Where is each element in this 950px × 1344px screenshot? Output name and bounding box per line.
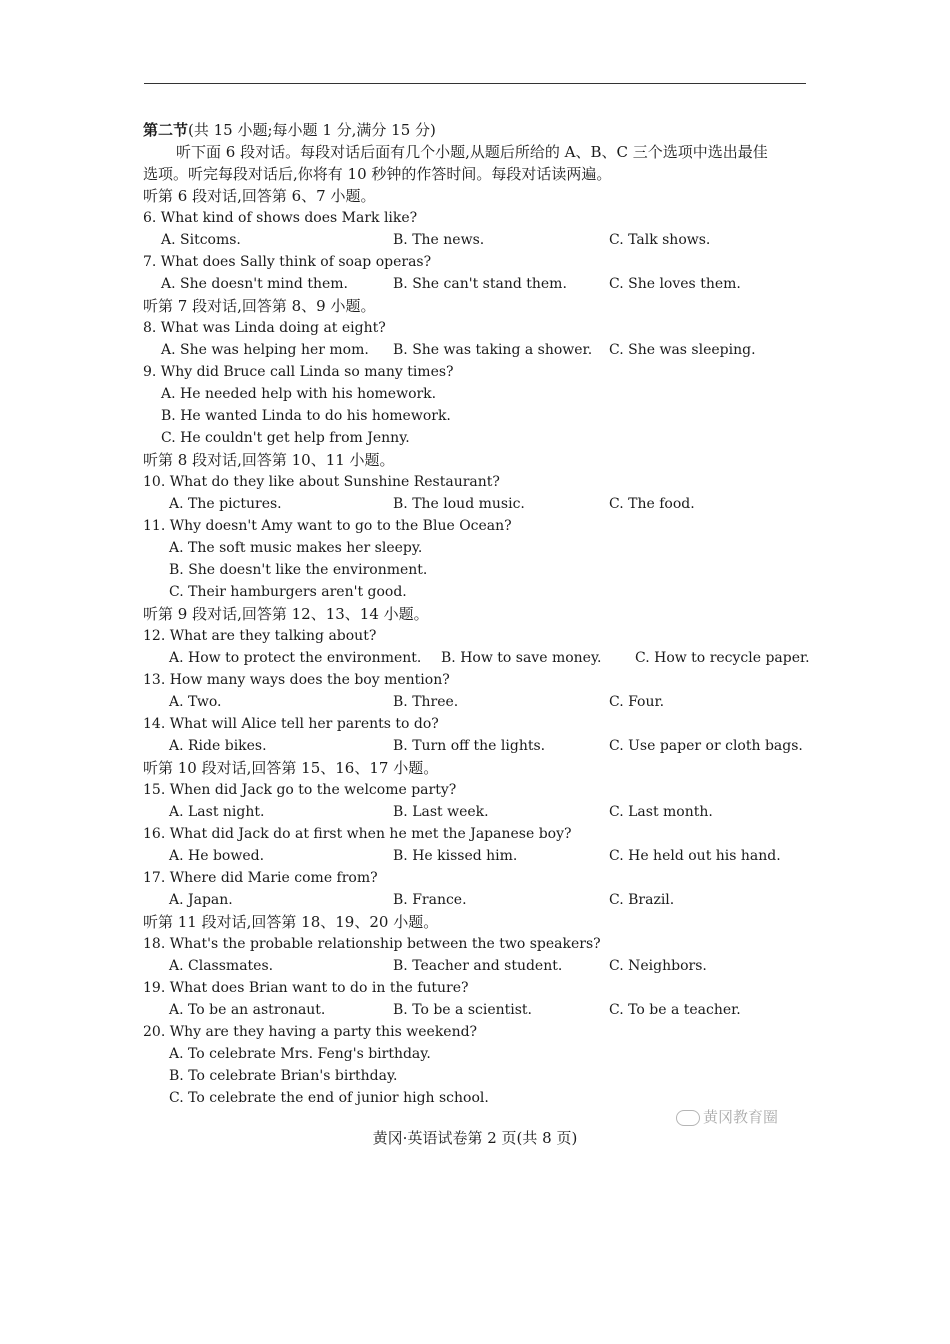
option-c: C. Neighbors. [609, 958, 707, 974]
section-title-bold: 第二节 [143, 121, 189, 139]
options-row [143, 845, 823, 867]
option-a: A. He needed help with his homework. [161, 386, 437, 402]
option-a: A. Two. [169, 694, 222, 710]
option-a: A. She doesn't mind them. [161, 276, 348, 292]
question-stem: 14. What will Alice tell her parents to do? [143, 716, 439, 732]
option-c: C. Four. [609, 694, 665, 710]
option-b: B. To be a scientist. [393, 1002, 532, 1018]
question-stem: 18. What's the probable relationship between the two speakers? [143, 936, 601, 952]
watermark-text: 黄冈教育圈 [703, 1108, 779, 1126]
watermark [676, 1106, 778, 1127]
option-b: B. The news. [393, 232, 485, 248]
section-title [143, 119, 823, 141]
option-b: B. Turn off the lights. [393, 738, 546, 754]
option-b: B. How to save money. [441, 650, 602, 666]
option-b: B. He kissed him. [393, 848, 518, 864]
option-b: B. To celebrate Brian's birthday. [169, 1068, 398, 1084]
header-rule [144, 83, 806, 84]
option-b: B. Teacher and student. [393, 958, 563, 974]
option-b: B. She doesn't like the environment. [169, 562, 428, 578]
question-stem: 16. What did Jack do at first when he met the Japanese boy? [143, 826, 572, 842]
part-heading: 听第 6 段对话,回答第 6、7 小题。 [143, 187, 376, 205]
options-row [143, 339, 823, 361]
option-b: B. Last week. [393, 804, 489, 820]
question-stem: 17. Where did Marie come from? [143, 870, 378, 886]
option-c: C. Last month. [609, 804, 713, 820]
option-a: A. Classmates. [169, 958, 274, 974]
option-b: B. He wanted Linda to do his homework. [161, 408, 451, 424]
question-stem: 11. Why doesn't Amy want to go to the Blue Ocean? [143, 518, 512, 534]
options-row [143, 493, 823, 515]
question-stem: 7. What does Sally think of soap operas? [143, 254, 432, 270]
exam-sheet [143, 119, 823, 1109]
question-stem: 13. How many ways does the boy mention? [143, 672, 450, 688]
instruction-line-1: 听下面 6 段对话。每段对话后面有几个小题,从题后所给的 A、B、C 三个选项中选出最佳 [176, 143, 768, 161]
option-c: C. Their hamburgers aren't good. [169, 584, 407, 600]
option-a: A. Ride bikes. [169, 738, 267, 754]
option-a: A. He bowed. [169, 848, 265, 864]
option-b: B. Three. [393, 694, 459, 710]
options-row [143, 999, 823, 1021]
option-a: A. She was helping her mom. [161, 342, 369, 358]
instruction-line-2: 选项。听完每段对话后,你将有 10 秒钟的作答时间。每段对话读两遍。 [143, 165, 612, 183]
option-c: C. Brazil. [609, 892, 675, 908]
section-title-rest: (共 15 小题;每小题 1 分,满分 15 分) [188, 121, 436, 139]
part-heading: 听第 11 段对话,回答第 18、19、20 小题。 [143, 913, 439, 931]
part-heading: 听第 10 段对话,回答第 15、16、17 小题。 [143, 759, 439, 777]
option-c: C. Use paper or cloth bags. [609, 738, 803, 754]
question-stem: 10. What do they like about Sunshine Restaurant? [143, 474, 500, 490]
option-a: A. The pictures. [169, 496, 282, 512]
option-c: C. He couldn't get help from Jenny. [161, 430, 410, 446]
option-a: A. To be an astronaut. [169, 1002, 326, 1018]
options-row [143, 691, 823, 713]
part-heading: 听第 7 段对话,回答第 8、9 小题。 [143, 297, 376, 315]
option-a: A. Japan. [169, 892, 233, 908]
options-row [143, 647, 823, 669]
option-c: C. She loves them. [609, 276, 741, 292]
part-heading: 听第 9 段对话,回答第 12、13、14 小题。 [143, 605, 429, 623]
option-a: A. Last night. [169, 804, 265, 820]
option-c: C. He held out his hand. [609, 848, 781, 864]
option-c: C. She was sleeping. [609, 342, 756, 358]
question-stem: 12. What are they talking about? [143, 628, 377, 644]
question-stem: 15. When did Jack go to the welcome party? [143, 782, 457, 798]
options-row [143, 735, 823, 757]
option-a: A. To celebrate Mrs. Feng's birthday. [169, 1046, 431, 1062]
question-stem: 6. What kind of shows does Mark like? [143, 210, 418, 226]
part-heading: 听第 8 段对话,回答第 10、11 小题。 [143, 451, 395, 469]
wechat-icon [676, 1110, 700, 1126]
option-a: A. Sitcoms. [161, 232, 241, 248]
option-b: B. She can't stand them. [393, 276, 567, 292]
question-stem: 8. What was Linda doing at eight? [143, 320, 386, 336]
question-stem: 19. What does Brian want to do in the future? [143, 980, 469, 996]
page-footer: 黄冈·英语试卷第 2 页(共 8 页) [372, 1129, 578, 1147]
option-b: B. France. [393, 892, 467, 908]
option-c: C. The food. [609, 496, 695, 512]
question-stem: 9. Why did Bruce call Linda so many times? [143, 364, 454, 380]
options-row [143, 229, 823, 251]
option-c: C. To be a teacher. [609, 1002, 741, 1018]
option-c: C. To celebrate the end of junior high school. [169, 1090, 489, 1106]
options-row [143, 955, 823, 977]
options-row [143, 889, 823, 911]
section-instruction [143, 141, 823, 185]
option-b: B. She was taking a shower. [393, 342, 593, 358]
option-a: A. How to protect the environment. [169, 650, 422, 666]
option-c: C. How to recycle paper. [635, 650, 810, 666]
options-row [143, 801, 823, 823]
option-c: C. Talk shows. [609, 232, 711, 248]
option-a: A. The soft music makes her sleepy. [169, 540, 423, 556]
options-row [143, 273, 823, 295]
question-stem: 20. Why are they having a party this weekend? [143, 1024, 478, 1040]
option-b: B. The loud music. [393, 496, 525, 512]
